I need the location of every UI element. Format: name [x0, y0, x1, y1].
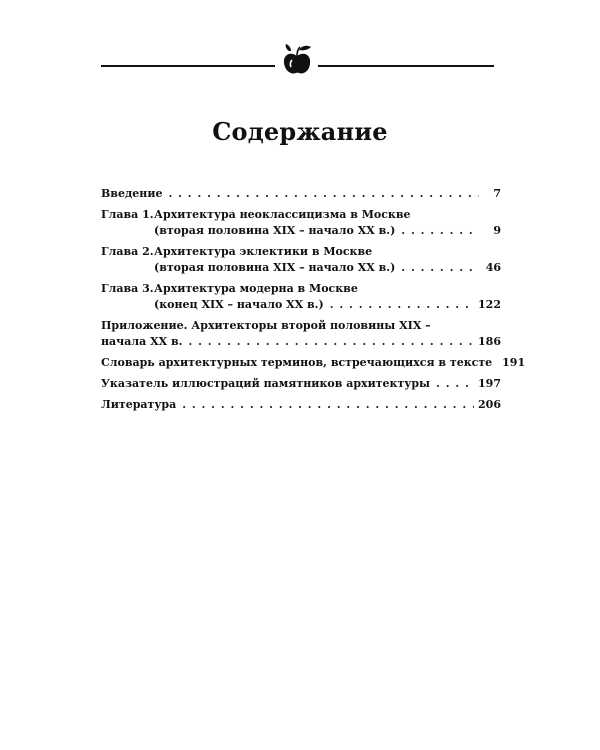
- toc-page-number: 186: [478, 335, 501, 348]
- toc-entry-introduction[interactable]: [101, 186, 501, 202]
- toc-chapter-prefix: Глава 1.: [101, 208, 154, 221]
- toc-entry-title: Приложение. Архитекторы второй половины XIX –: [101, 319, 431, 332]
- toc-entry-title: Архитектура неоклассицизма в Москве: [154, 208, 411, 221]
- toc-entry-illustrations-index[interactable]: [101, 376, 501, 392]
- toc-page-number: 191: [502, 356, 526, 369]
- header-rule-left: [101, 65, 275, 67]
- toc-entry-subtitle: начала XX в.: [101, 335, 183, 348]
- toc-entry-subtitle: (конец XIX – начало XX в.): [154, 298, 324, 311]
- toc-page-number: 9: [493, 224, 501, 237]
- toc-entry-literature[interactable]: [101, 397, 501, 413]
- toc-page-number: 122: [478, 298, 501, 311]
- toc-entry-chapter-1[interactable]: [101, 207, 501, 239]
- toc-chapter-prefix: Глава 3.: [101, 282, 154, 295]
- toc-chapter-prefix: Глава 2.: [101, 245, 154, 258]
- toc-entry-chapter-3[interactable]: [101, 281, 501, 313]
- toc-entry-title: Словарь архитектурных терминов, встречающихся в тексте: [101, 356, 493, 369]
- toc-entry-title: Архитектура модерна в Москве: [154, 282, 358, 295]
- toc-entry-title: Литература: [101, 398, 177, 411]
- dot-leader: [401, 223, 479, 239]
- dot-leader: [168, 186, 479, 202]
- dot-leader: [182, 397, 474, 413]
- toc-entry-title: Архитектура эклектики в Москве: [154, 245, 373, 258]
- toc-page-number: 206: [478, 398, 501, 411]
- toc-page-number: 46: [485, 261, 501, 274]
- toc-entry-title: Введение: [101, 187, 163, 200]
- dot-leader: [436, 376, 474, 392]
- toc-entry-glossary[interactable]: [101, 355, 526, 371]
- page-title: Содержание: [212, 117, 388, 146]
- toc-page-number: 7: [493, 187, 501, 200]
- toc-entry-appendix[interactable]: [101, 318, 501, 350]
- header-rule-right: [318, 65, 494, 67]
- toc-page-number: 197: [478, 377, 501, 390]
- dot-leader: [188, 334, 474, 350]
- dot-leader: [330, 297, 474, 313]
- apple-leaf-ornament-icon: [280, 42, 314, 78]
- table-of-contents: [101, 186, 526, 418]
- toc-entry-title: Указатель иллюстраций памятников архитектуры: [101, 377, 431, 390]
- toc-entry-subtitle: (вторая половина XIX – начало XX в.): [154, 224, 396, 237]
- dot-leader: [401, 260, 479, 276]
- toc-entry-subtitle: (вторая половина XIX – начало XX в.): [154, 261, 396, 274]
- toc-entry-chapter-2[interactable]: [101, 244, 501, 276]
